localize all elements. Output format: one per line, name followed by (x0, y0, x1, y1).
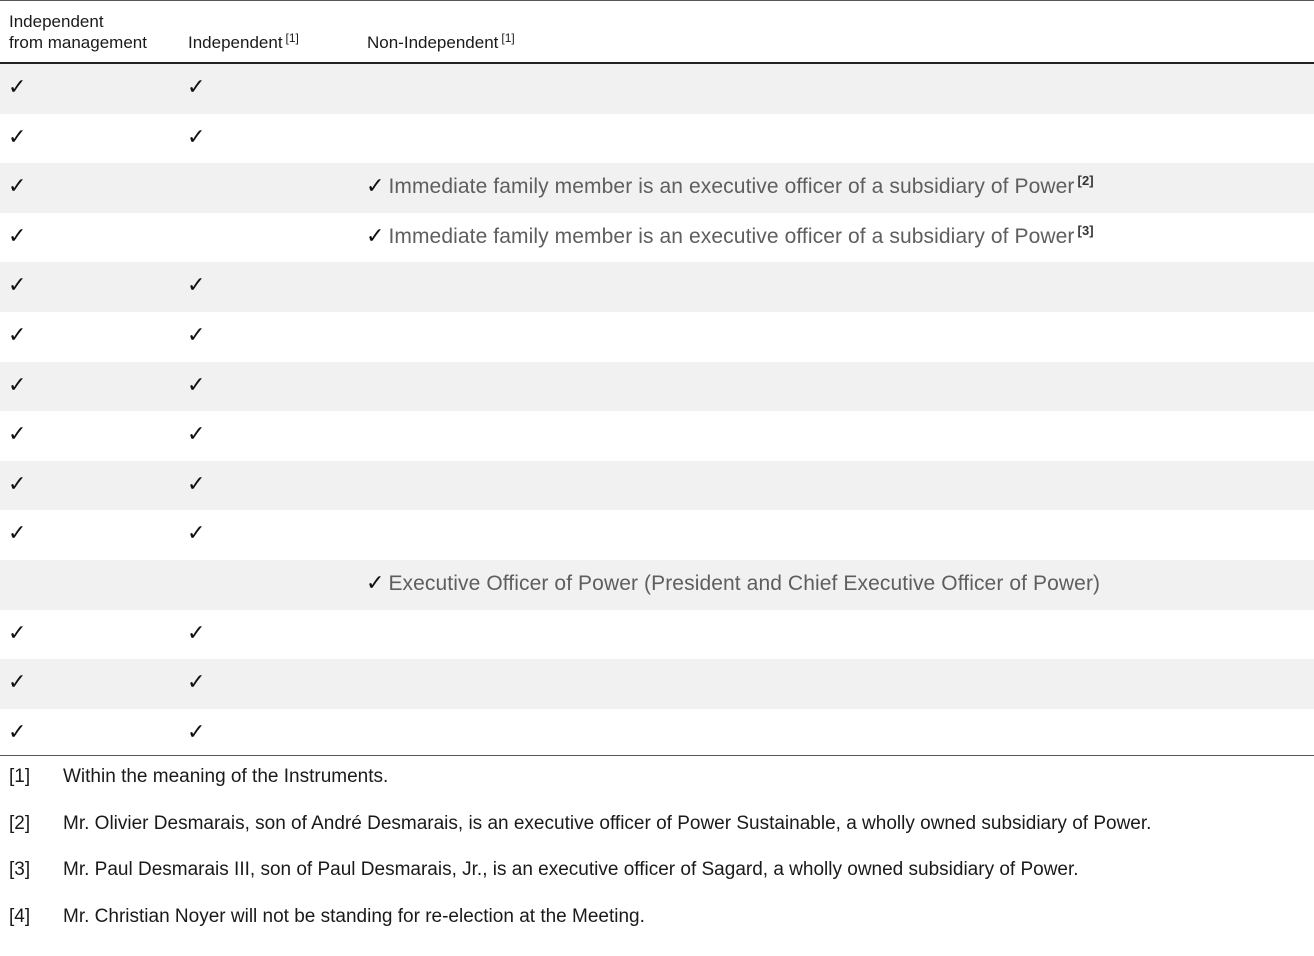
non-independent-cell (366, 721, 373, 745)
checkmark-icon: ✓ (187, 75, 206, 100)
table-row (0, 411, 1314, 461)
non-independent-cell (366, 274, 373, 298)
checkmark-icon: ✓ (8, 223, 27, 249)
table-row (0, 114, 1314, 164)
footnote-ref[interactable]: [1] (285, 31, 299, 45)
checkmark-icon: ✓ (187, 322, 206, 348)
footnote-number: [2] (9, 812, 31, 834)
table-row (0, 163, 1314, 213)
table-row (0, 610, 1314, 660)
table-row (0, 362, 1314, 412)
table-body (0, 64, 1314, 758)
relationship-note (370, 622, 373, 646)
checkmark-icon: ✓ (187, 422, 206, 448)
footnote (0, 764, 1314, 811)
checkmark-icon: ✓ (187, 124, 206, 150)
checkmark-icon: ✓ (366, 223, 385, 249)
checkmark-icon: ✓ (8, 670, 27, 696)
checkmark-icon: ✓ (187, 670, 206, 696)
table-row (0, 510, 1314, 560)
non-independent-cell (366, 324, 373, 348)
relationship-note (370, 76, 373, 100)
non-independent-cell (366, 522, 373, 546)
relationship-note (370, 374, 373, 398)
footnote (0, 811, 1314, 858)
relationship-note (370, 126, 373, 150)
non-independent-cell (366, 374, 373, 398)
checkmark-icon: ✓ (8, 521, 27, 547)
non-independent-cell (366, 473, 373, 497)
checkmark-icon: ✓ (187, 471, 206, 497)
checkmark-icon: ✓ (8, 124, 27, 150)
non-independent-cell (366, 671, 373, 695)
checkmark-icon: ✓ (8, 75, 27, 100)
checkmark-icon: ✓ (366, 570, 385, 596)
checkmark-icon: ✓ (8, 372, 27, 398)
table-row (0, 64, 1314, 114)
checkmark-icon: ✓ (8, 620, 27, 646)
checkmark-icon: ✓ (187, 521, 206, 547)
non-independent-cell (366, 175, 1094, 199)
relationship-note-text: Immediate family member is an executive officer of a subsidiary of Power (388, 175, 1075, 199)
table-row (0, 213, 1314, 263)
table-row (0, 262, 1314, 312)
footnote (0, 904, 1314, 951)
bottom-rule (0, 755, 1314, 756)
non-independent-cell (366, 222, 1094, 249)
non-independent-cell (366, 423, 373, 447)
table-header (0, 1, 1314, 64)
relationship-note (370, 274, 373, 298)
checkmark-icon: ✓ (8, 719, 27, 745)
footnote-ref[interactable]: [2] (1077, 173, 1094, 189)
footnote-text: Mr. Christian Noyer will not be standing for re-election at the Meeting. (63, 905, 645, 927)
footnotes-list (0, 764, 1314, 950)
table-row (0, 461, 1314, 511)
footnote-number: [1] (9, 766, 31, 787)
footnote-number: [3] (9, 859, 31, 880)
relationship-note-text: Executive Officer of Power (President and Chief Executive Officer of Power) (388, 571, 1101, 595)
checkmark-icon: ✓ (8, 422, 27, 448)
relationship-note (370, 473, 373, 497)
footnote (0, 857, 1314, 904)
footnote-text: Mr. Olivier Desmarais, son of André Desmarais, is an executive officer of Power Sustainable, a wholly owned subsidiary of Power. (63, 812, 1152, 834)
relationship-note (388, 175, 1093, 199)
header-non-independent (367, 32, 515, 53)
header-independent (188, 32, 299, 53)
relationship-note (370, 324, 373, 348)
table-row (0, 709, 1314, 759)
header-independent-from-management (9, 11, 147, 53)
relationship-note-text: Immediate family member is an executive officer of a subsidiary of Power (388, 224, 1075, 248)
non-independent-cell (366, 126, 373, 150)
relationship-note (388, 572, 1103, 596)
checkmark-icon: ✓ (8, 273, 27, 299)
checkmark-icon: ✓ (8, 322, 27, 348)
non-independent-cell (366, 572, 1103, 596)
checkmark-icon: ✓ (366, 174, 385, 200)
footnote-text: Mr. Paul Desmarais III, son of Paul Desmarais, Jr., is an executive officer of Sagard, a wholly owned subsidiary of Power. (63, 859, 1079, 880)
footnote-text: Within the meaning of the Instruments. (63, 766, 389, 787)
non-independent-cell (366, 76, 373, 100)
checkmark-icon: ✓ (187, 372, 206, 398)
relationship-note (370, 522, 373, 546)
table-row (0, 312, 1314, 362)
footnote-ref[interactable]: [1] (501, 31, 515, 45)
relationship-note (370, 423, 373, 447)
footnote-ref[interactable]: [3] (1077, 222, 1094, 238)
footnote-number: [4] (9, 905, 31, 927)
header-line-2: from management (9, 33, 147, 52)
table-row (0, 560, 1314, 610)
table-row (0, 659, 1314, 709)
relationship-note (388, 222, 1094, 249)
header-independent-label: Independent (188, 33, 283, 52)
checkmark-icon: ✓ (187, 273, 206, 299)
header-non-independent-label: Non-Independent (367, 33, 499, 52)
relationship-note (370, 721, 373, 745)
non-independent-cell (366, 622, 373, 646)
header-line-1: Independent (9, 12, 104, 31)
checkmark-icon: ✓ (8, 471, 27, 497)
checkmark-icon: ✓ (8, 174, 27, 200)
checkmark-icon: ✓ (187, 719, 206, 745)
relationship-note (370, 671, 373, 695)
checkmark-icon: ✓ (187, 620, 206, 646)
